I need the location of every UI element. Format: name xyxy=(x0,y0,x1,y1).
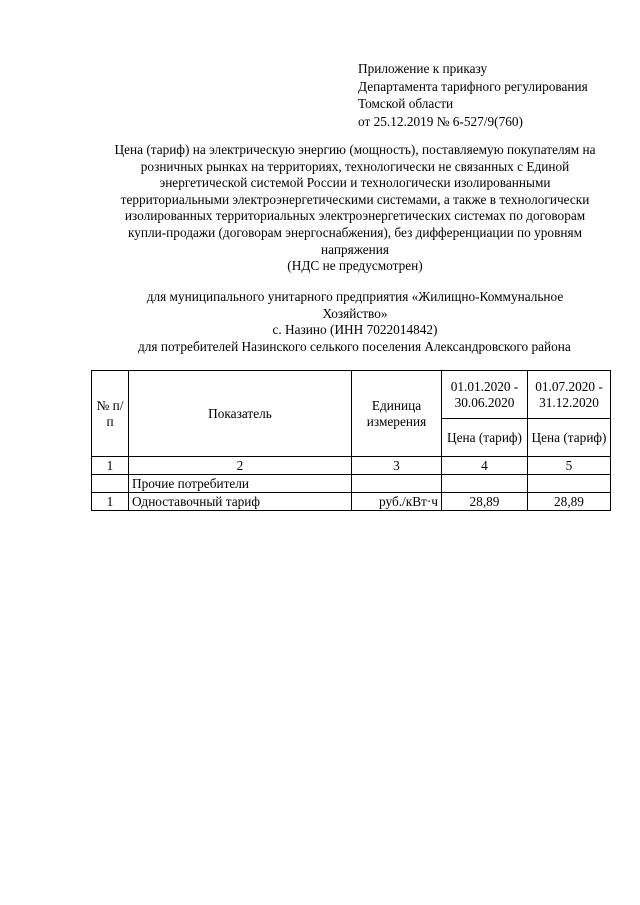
title-line: территориальными электроэнергетическими системами, а также в технологически xyxy=(120,191,590,207)
group-label: Прочие потребители xyxy=(129,475,352,493)
group-unit-cell xyxy=(352,475,442,493)
title-line: Цена (тариф) на электрическую энергию (мощность), поставляемую покупателям на xyxy=(114,142,596,157)
org-line: Хозяйство» xyxy=(322,305,388,321)
document-title xyxy=(88,142,622,275)
title-line: купли-продажи (договорам энергоснабжения), без дифференциации по уровням xyxy=(127,224,583,240)
appendix-line: от 25.12.2019 № 6-527/9(760) xyxy=(358,113,523,129)
row-unit: руб./кВт·ч xyxy=(352,493,442,511)
col-number: 4 xyxy=(442,457,528,475)
row-indicator: Одноставочный тариф xyxy=(129,493,352,511)
group-value-cell xyxy=(442,475,528,493)
column-numbers-row xyxy=(92,457,611,475)
title-line: энергетической системой России и технологически изолированными xyxy=(159,175,551,191)
appendix-line: Томской области xyxy=(358,96,454,111)
col-number: 5 xyxy=(528,457,611,475)
row-num: 1 xyxy=(92,493,129,511)
title-line: напряжения xyxy=(321,241,389,257)
tariff-table xyxy=(91,370,611,511)
appendix-header xyxy=(358,60,588,130)
col-number: 3 xyxy=(352,457,442,475)
table-header-row xyxy=(92,371,611,419)
header-price-2: Цена (тариф) xyxy=(528,419,611,457)
group-value-cell xyxy=(528,475,611,493)
header-unit: Единица измерения xyxy=(352,371,442,457)
appendix-line: Приложение к приказу xyxy=(358,61,488,76)
col-number: 1 xyxy=(92,457,129,475)
group-num-cell xyxy=(92,475,129,493)
header-price-1: Цена (тариф) xyxy=(442,419,528,457)
header-period-1: 01.01.2020 - 30.06.2020 xyxy=(442,371,528,419)
header-num: № п/п xyxy=(92,371,129,457)
row-value-period-2: 28,89 xyxy=(528,493,611,511)
appendix-line: Департамента тарифного регулирования xyxy=(358,78,588,94)
header-indicator: Показатель xyxy=(129,371,352,457)
header-period-2: 01.07.2020 - 31.12.2020 xyxy=(528,371,611,419)
title-line: изолированных территориальных электроэнергетических системах по договорам xyxy=(124,208,586,224)
organization-block xyxy=(88,289,622,355)
org-line: для муниципального унитарного предприятия «Жилищно-Коммунальное xyxy=(146,289,564,304)
consumers-line: для потребителей Назинского селького поселения Александровского района xyxy=(138,338,571,354)
title-line: розничных рынках на территориях, технологически не связанных с Единой xyxy=(140,158,570,174)
title-line: (НДС не предусмотрен) xyxy=(287,258,423,274)
table-row xyxy=(92,493,611,511)
col-number: 2 xyxy=(129,457,352,475)
row-value-period-1: 28,89 xyxy=(442,493,528,511)
group-row xyxy=(92,475,611,493)
org-line: с. Назино (ИНН 7022014842) xyxy=(272,322,438,337)
